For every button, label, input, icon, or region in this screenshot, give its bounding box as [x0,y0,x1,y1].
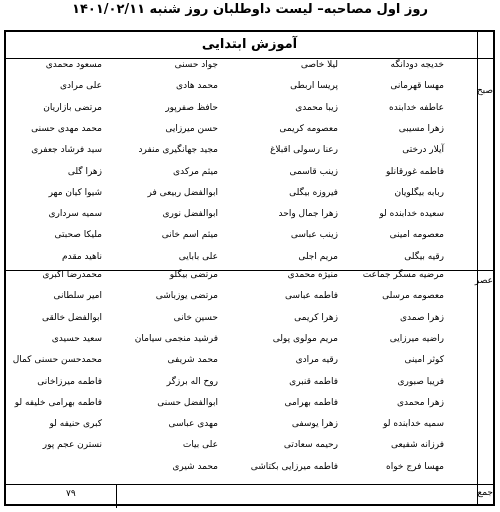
name-cell: رحیمه سعادتی [283,440,338,451]
name-cell: فاطمه بهرامی خلیفه لو [14,397,102,408]
name-cell: زینب قاسمی [289,166,338,177]
name-cell: سعیده خدابنده لو [379,209,444,220]
name-cell: حسن میرزایی [165,123,218,134]
name-cell: فاطمه میرزایی بکتاشی [250,461,338,472]
name-cell: علی بیات [182,440,218,451]
name-cell: سعید حسیدی [51,333,102,344]
name-cell: ملیکا صحبتی [54,230,102,241]
schedule-table [4,30,495,506]
name-cell: زیبا محمدی [295,102,338,113]
name-cell: مهدی عباسی [168,419,218,430]
name-cell: معصومه مرسلی [382,291,444,302]
name-cell: زهرا محمدی [396,397,444,408]
name-cell: مهسا فرج خواه [386,461,444,472]
name-cell: معصومه کریمی [279,123,338,134]
name-cell: روح اله برزگر [166,376,218,387]
name-cell: فرشید منجمی سیامان [134,333,218,344]
name-cell: ناهید مقدم [62,251,102,262]
name-cell: مجید جهانگیری منفرد [138,145,218,156]
name-cell: رقیه مرادی [295,355,338,366]
name-cell: ربابه بیگلویان [394,187,444,198]
name-cell: ابوالفضل خالقی [41,312,102,323]
name-cell: نسترن عجم پور [42,440,102,451]
name-cell: مریم مولوی پولی [272,333,338,344]
name-cell: مریم اجلی [298,251,338,262]
name-cell: خدیجه دودانگه [390,60,444,70]
name-cell: محمدرضا اکبری [42,270,102,280]
name-cell: راضیه میرزایی [389,333,444,344]
name-cell: زهرا گلی [67,166,102,177]
name-cell: آیلار درختی [402,145,444,156]
name-cell: منیژه محمدی [287,270,338,280]
name-cell: محمد شیری [172,461,218,472]
name-cell: محمد شریفی [167,355,218,366]
name-cell: مرضیه مسگر جماعت [362,270,444,280]
total-divider [6,484,493,485]
name-cell: زهرا صمدی [399,312,444,323]
name-cell: ابوالفضل نوری [162,209,218,220]
name-cell: محمد هادی [176,81,218,92]
name-cell: علی مرادی [59,81,102,92]
name-cell: فاطمه عباسی [285,291,338,302]
name-cell: فیروزه بیگلی [289,187,338,198]
name-cell: ابوالفضل حسنی [157,397,218,408]
name-cell: میثم اسم خانی [161,230,218,241]
name-cell: زهرا جمال واحد [278,209,338,220]
name-cell: رعنا رسولی اقبلاغ [270,145,338,156]
name-cell: عاطفه خدابنده [389,102,444,113]
name-cell: میثم مرکدی [173,166,218,177]
name-cell: لیلا خاصی [300,60,338,70]
name-cell: رقیه بیگلی [404,251,444,262]
name-cell: پریسا اربطی [290,81,338,92]
name-cell: کبری حنیفه لو [49,419,102,430]
name-cell: سمیه خدابنده لو [383,419,444,430]
name-cell: مهسا قهرمانی [390,81,444,92]
name-cell: مسعود محمدی [45,60,102,70]
name-cell: فاطمه بهرامی [284,397,338,408]
row-label-total: جمع [477,488,493,498]
name-cell: محمدحسن حسنی کمال [12,355,102,366]
name-cell: مرتضی بیگلو [169,270,218,280]
name-cell: مرتضی یوزباشی [155,291,218,302]
name-cell: علی بابایی [178,251,218,262]
section-title: آموزش ابتدایی [201,37,298,52]
name-cell: زینب عباسی [290,230,338,241]
page-title: روز اول مصاحبه– لیست داوطلبان روز شنبه ۱۴۰۱/۰۲/۱۱ [72,2,428,17]
total-count: ۷۹ [66,489,76,499]
total-cell-divider [116,484,117,508]
name-cell: فرزانه شفیعی [391,440,444,451]
name-cell: حافظ صفرپور [165,102,218,113]
name-cell: کوثر امینی [404,355,444,366]
label-column-divider [477,32,478,504]
name-cell: جواد حسنی [174,60,218,70]
name-cell: امیر سلطانی [53,291,102,302]
name-cell: ابوالفضل ربیعی فر [147,187,218,198]
name-cell: شیوا کیان مهر [48,187,102,198]
name-cell: زهرا کریمی [294,312,338,323]
name-cell: زهرا یوسفی [291,419,338,430]
row-label-afternoon: عصر [474,276,493,286]
name-cell: فاطمه غورقانلو [386,166,444,177]
row-label-morning: صبح [476,86,493,96]
name-cell: فاطمه میرزاخانی [37,376,102,387]
name-cell: فاطمه قنبری [289,376,338,387]
name-cell: سمیه سرداری [48,209,102,220]
name-cell: سید فرشاد جعفری [31,145,102,156]
name-cell: مرتضی بازاریان [43,102,102,113]
name-cell: فریبا صبوری [397,376,444,387]
name-cell: حسین خانی [173,312,218,323]
name-cell: زهرا مسیبی [398,123,444,134]
name-cell: محمد مهدی حسنی [31,123,102,134]
name-cell: معصومه امینی [389,230,444,241]
